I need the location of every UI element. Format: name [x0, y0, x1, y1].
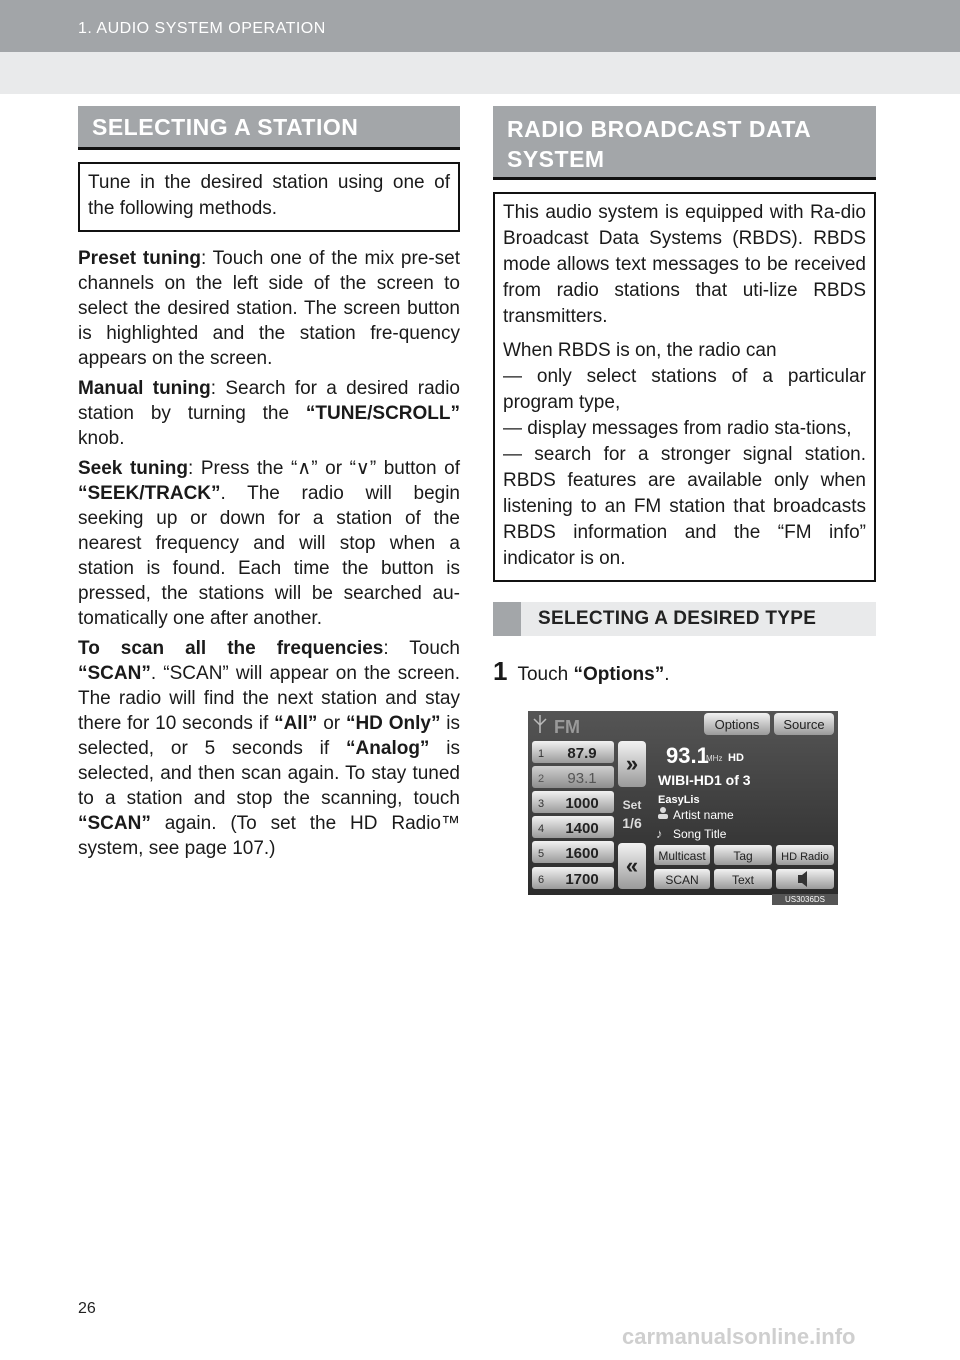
step-end: . [664, 664, 670, 685]
scan-ref-2: “SCAN” [78, 813, 151, 834]
intro-box [78, 162, 460, 232]
right-column [493, 106, 876, 687]
section-heading-rbds [493, 106, 876, 180]
preset-freq-3: 1000 [565, 795, 599, 812]
scan-text-6: again. (To set the HD Radio™ system, see page 107.) [78, 813, 460, 859]
mode-label: FM [554, 717, 580, 737]
image-code-label: US3036DS [772, 894, 838, 905]
preset-freq-1: 87.9 [567, 745, 597, 762]
preset-tuning-paragraph [78, 246, 460, 371]
preset-num-6: 6 [538, 874, 545, 886]
scan-paragraph [78, 636, 460, 861]
station-name: WIBI-HD1 of 3 [658, 772, 751, 788]
rbds-feature-messages: — display messages from radio sta-tions, [503, 418, 852, 439]
manual-tuning-text-a: : Search for a desired radio station by turning the [78, 378, 460, 424]
scan-text-4: is selected, or 5 seconds if [78, 713, 461, 759]
scan-text-5: is selected, and then scan again. To stay tuned to a station and stop the scanning, touch [78, 738, 461, 809]
subheading-marker [493, 602, 521, 636]
manual-tuning-text-b: knob. [78, 428, 125, 449]
hd-radio-label: HD Radio [781, 851, 829, 863]
preset-tuning-text: : Touch one of the mix pre-set channels on the left side of the screen to select the desired station. The screen button is highlighted and the station fre-quency appears on the screen. [78, 248, 461, 369]
radio-screen-illustration [528, 711, 838, 905]
preset-freq-2: 93.1 [567, 770, 597, 787]
watermark: carmanualsonline.info [622, 1324, 856, 1349]
options-label: Options [714, 717, 760, 732]
seek-down-arrow-icon: « [625, 853, 639, 878]
text-button-label: Text [731, 873, 755, 887]
scan-text-3: or [317, 713, 346, 734]
rbds-features [503, 338, 866, 572]
rbds-heading-line2: SYSTEM [507, 146, 605, 172]
seek-tuning-paragraph [78, 456, 460, 631]
tuning-methods [78, 246, 460, 861]
rbds-heading-line1: RADIO BROADCAST DATA [507, 116, 812, 142]
scan-label: To scan all the frequencies [78, 638, 384, 659]
preset-tuning-label: Preset tuning [78, 248, 201, 269]
seek-tuning-text-b: . The radio will begin seeking up or down for a station of the nearest frequency and will stop when a station is found. Each time the button is pressed, the stations will be searched au-tomatically one after another. [78, 483, 460, 629]
radio-screen-svg [528, 711, 838, 905]
header-strip [0, 52, 960, 94]
rbds-features-intro: When RBDS is on, the radio can [503, 340, 777, 361]
intro-text: Tune in the desired station using one of the following methods. [88, 172, 450, 219]
page-number: 26 [78, 1300, 96, 1317]
step-target-options: “Options” [573, 664, 665, 685]
section-heading-selecting-station: SELECTING A STATION [78, 106, 460, 150]
preset-freq-4: 1400 [565, 820, 599, 837]
subheading-text: SELECTING A DESIRED TYPE [538, 608, 817, 629]
scan-text-2: . “SCAN” will appear on the screen. The radio will find the next station and stay there for 10 seconds if [78, 663, 460, 734]
scan-button-label: SCAN [665, 873, 699, 887]
preset-num-3: 3 [538, 798, 545, 810]
preset-num-4: 4 [538, 823, 545, 835]
seek-track-button-ref: “SEEK/TRACK” [78, 483, 221, 504]
seek-tuning-label: Seek tuning [78, 458, 188, 479]
preset-num-2: 2 [538, 773, 545, 785]
preset-num-5: 5 [538, 848, 545, 860]
hd-only-ref: “HD Only” [345, 713, 441, 734]
source-label: Source [783, 717, 825, 732]
set-page-indicator: 1/6 [622, 815, 642, 831]
current-frequency: 93.1 [666, 743, 709, 768]
manual-tuning-paragraph [78, 376, 460, 451]
preset-num-1: 1 [538, 748, 545, 760]
step-text: Touch [517, 664, 574, 685]
rbds-box [493, 192, 876, 582]
artist-name: Artist name [673, 808, 734, 822]
seek-up-arrow-icon: » [625, 751, 639, 776]
analog-ref: “Analog” [346, 738, 430, 759]
preset-freq-6: 1700 [565, 871, 599, 888]
song-title: Song Title [673, 827, 727, 841]
chapter-title: 1. AUDIO SYSTEM OPERATION [78, 20, 326, 37]
scan-text-1: : Touch [383, 638, 460, 659]
rbds-feature-program-type: — only select stations of a particular program type, [503, 366, 866, 413]
all-ref: “All” [274, 713, 318, 734]
preset-freq-5: 1600 [565, 845, 599, 862]
frequency-unit: MHz [706, 754, 723, 763]
hd-badge-icon: HD [728, 752, 744, 764]
manual-tuning-label: Manual tuning [78, 378, 211, 399]
scan-ref-1: “SCAN” [78, 663, 151, 684]
subheading-selecting-type [493, 602, 876, 636]
rbds-feature-signal: — search for a stronger signal station. RBDS features are available only when listening to an FM station that broadcasts RBDS information and the “FM info” indicator is on. [503, 444, 866, 569]
step-1 [493, 656, 876, 687]
set-label: Set [622, 798, 642, 812]
left-column [78, 106, 460, 866]
program-name: EasyLis [658, 794, 700, 806]
tag-label: Tag [733, 849, 753, 863]
tune-scroll-knob-ref: “TUNE/SCROLL” [305, 403, 460, 424]
seek-tuning-text-a: : Press the “∧” or “∨” button of [187, 458, 460, 479]
music-note-icon: ♪ [656, 826, 663, 841]
rbds-description: This audio system is equipped with Ra-dio Broadcast Data Systems (RBDS). RBDS mode allows text messages to be received from radio stations that uti-lize RBDS transmitters. [503, 202, 866, 327]
step-number: 1 [493, 656, 508, 686]
multicast-label: Multicast [658, 849, 706, 863]
